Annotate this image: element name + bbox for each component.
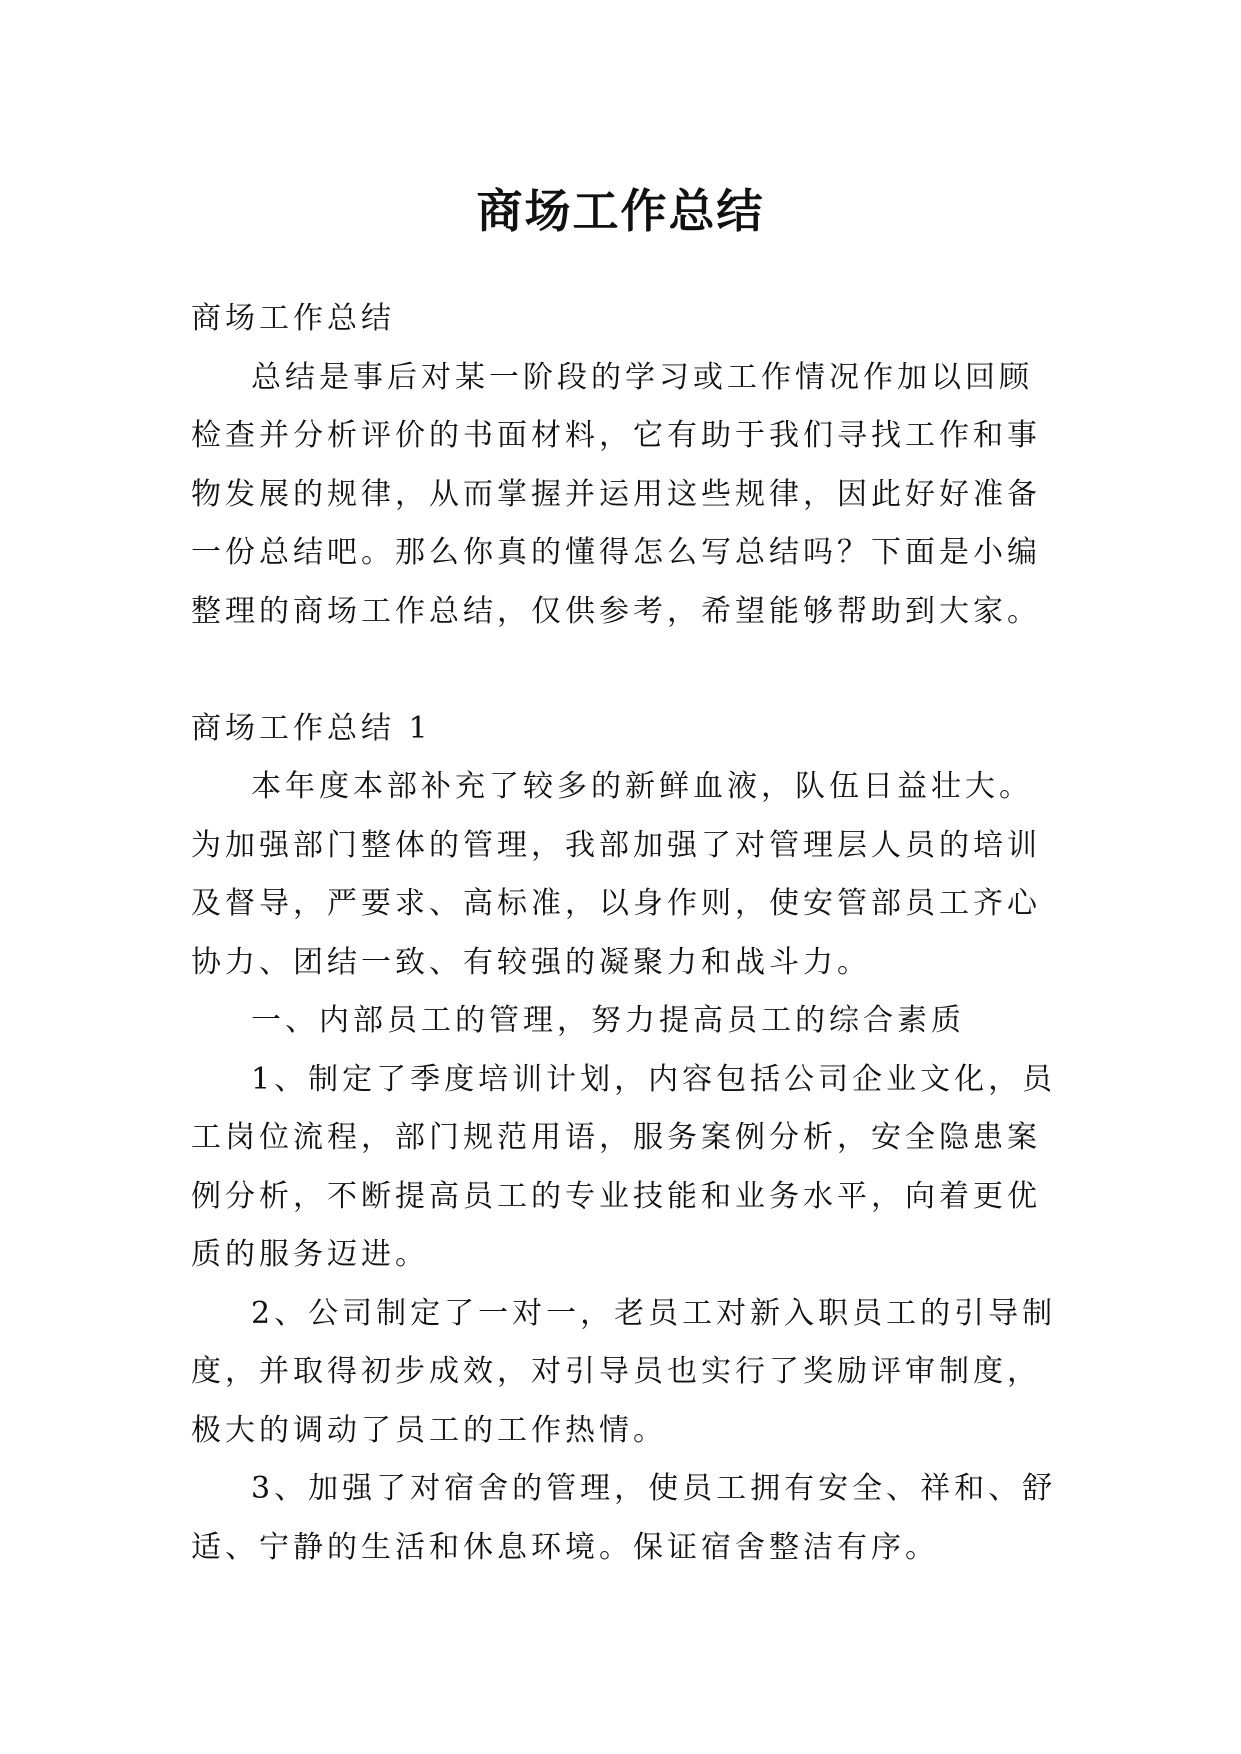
document-title: 商场工作总结 — [476, 183, 765, 238]
section1-item-2: 2、公司制定了一对一，老员工对新入职员工的引导制度，并取得初步成效，对引导员也实行了奖励评审制度，极大的调动了员工的工作热情。 — [191, 1295, 1057, 1448]
section1-paragraph-1: 本年度本部补充了较多的新鲜血液，队伍日益壮大。为加强部门整体的管理，我部加强了对管理层人员的培训及督导，严要求、高标准，以身作则，使安管部员工齐心协力、团结一致、有较强的凝聚力和战斗力。 — [191, 769, 1041, 980]
section1-item-3: 3、加强了对宿舍的管理，使员工拥有安全、祥和、舒适、宁静的生活和休息环境。保证宿舍整洁有序。 — [191, 1471, 1057, 1565]
section-spacer — [191, 641, 1061, 700]
document-body — [191, 290, 1061, 1577]
section1-heading: 商场工作总结 1 — [191, 710, 432, 746]
section1-subheading: 一、内部员工的管理，努力提高员工的综合素质 — [251, 1003, 965, 1038]
section1-item-1: 1、制定了季度培训计划，内容包括公司企业文化，员工岗位流程，部门规范用语，服务案例分析，安全隐患案例分析，不断提高员工的专业技能和业务水平，向着更优质的服务迈进。 — [191, 1061, 1057, 1272]
intro-heading: 商场工作总结 — [191, 301, 395, 336]
intro-paragraph: 总结是事后对某一阶段的学习或工作情况作加以回顾检查并分析评价的书面材料，它有助于我们寻找工作和事物发展的规律，从而掌握并运用这些规律，因此好好准备一份总结吧。那么你真的懂得怎么写总结吗？下面是小编整理的商场工作总结，仅供参考，希望能够帮助到大家。 — [191, 359, 1041, 629]
